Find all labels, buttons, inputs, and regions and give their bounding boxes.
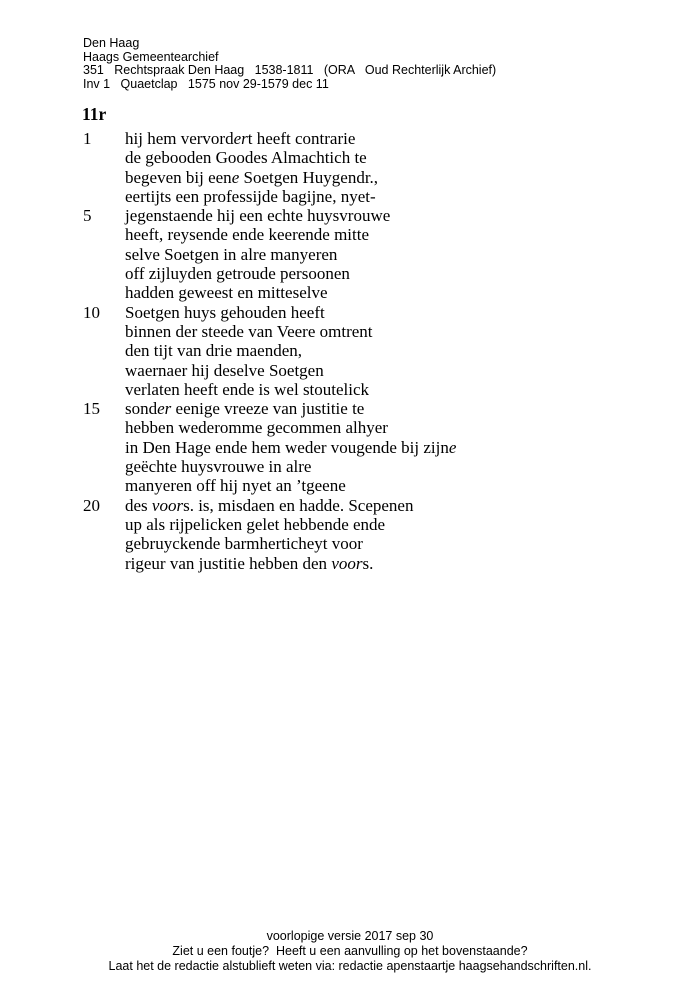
line-text: in Den Hage ende hem weder vougende bij zijne (125, 437, 457, 457)
transcript-line (83, 322, 456, 341)
line-number (83, 322, 125, 341)
line-number (83, 380, 125, 399)
line-text: begeven bij eene Soetgen Huygendr., (125, 167, 379, 187)
line-text: manyeren off hij nyet an ’tgeene (125, 476, 346, 496)
footer-version-note: voorlopige versie 2017 sep 30 (266, 929, 434, 943)
line-number (83, 245, 125, 264)
line-text: heeft, reysende ende keerende mitte (125, 225, 370, 245)
line-number (83, 534, 125, 553)
line-text: jegenstaende hij een echte huysvrouwe (125, 206, 391, 226)
transcript-line (83, 129, 456, 148)
transcript-line (83, 206, 456, 225)
header-collection: 351 Rechtspraak Den Haag 1538-1811 (ORA Oud Rechterlijk Archief) (83, 63, 497, 78)
line-text: hebben wederomme gecommen alhyer (125, 418, 388, 438)
line-number (83, 225, 125, 244)
line-text: Soetgen huys gehouden heeft (125, 302, 325, 322)
line-number (83, 187, 125, 206)
line-number (83, 457, 125, 476)
footer-correction-question: Ziet u een foutje? Heeft u een aanvulling op het bovenstaande? (172, 943, 528, 958)
transcript-line (83, 534, 456, 553)
line-number (83, 438, 125, 457)
line-number: 15 (83, 399, 100, 419)
header-city: Den Haag (83, 36, 140, 50)
transcript-line (83, 496, 456, 515)
line-text: up als rijpelicken gelet hebbende ende (125, 514, 386, 534)
line-text: selve Soetgen in alre manyeren (125, 244, 338, 264)
transcript-line (83, 341, 456, 360)
line-number (83, 476, 125, 495)
line-text: eertijts een professijde bagijne, nyet- (125, 186, 376, 206)
line-number (83, 168, 125, 187)
line-number (83, 148, 125, 167)
footer-contact-note: Laat het de redactie alstublieft weten via: redactie apenstaartje haagsehandschriften.nl. (108, 958, 592, 973)
line-number: 10 (83, 302, 100, 322)
transcript-line (83, 264, 456, 283)
transcript-line (83, 303, 456, 322)
line-text: den tijt van drie maenden, (125, 341, 303, 361)
line-number: 20 (83, 495, 100, 515)
line-text: rigeur van justitie hebben den voors. (125, 553, 374, 573)
line-text: verlaten heeft ende is wel stoutelick (125, 379, 370, 399)
transcript-line (83, 515, 456, 534)
transcript-line (83, 554, 456, 573)
line-text: waernaer hij deselve Soetgen (125, 360, 324, 380)
line-number (83, 283, 125, 302)
line-text: hij hem vervordert heeft contrarie (125, 129, 356, 148)
line-number: 5 (83, 206, 92, 226)
transcript-body (83, 129, 456, 573)
line-number (83, 418, 125, 437)
line-text: des voors. is, misdaen en hadde. Scepenen (125, 495, 414, 515)
colophon-footer (0, 929, 700, 973)
transcript-line (83, 168, 456, 187)
transcript-line (83, 245, 456, 264)
transcript-line (83, 225, 456, 244)
transcript-line (83, 438, 456, 457)
transcript-line (83, 283, 456, 302)
line-text: gebruyckende barmherticheyt voor (125, 534, 363, 554)
line-number (83, 341, 125, 360)
header-inventory: Inv 1 Quaetclap 1575 nov 29-1579 dec 11 (83, 76, 329, 91)
line-number: 1 (83, 129, 92, 148)
transcript-line (83, 361, 456, 380)
line-text: off zijluyden getroude persoonen (125, 264, 350, 284)
transcript-line (83, 187, 456, 206)
transcript-line (83, 399, 456, 418)
transcript-line (83, 380, 456, 399)
line-text: binnen der steede van Veere omtrent (125, 321, 373, 341)
line-text: geëchte huysvrouwe in alre (125, 457, 312, 477)
line-number (83, 554, 125, 573)
line-number (83, 515, 125, 534)
line-text: hadden geweest en mitteselve (125, 283, 328, 303)
line-text: sonder eenige vreeze van justitie te (125, 399, 365, 419)
line-number (83, 361, 125, 380)
line-text: de gebooden Goodes Almachtich te (125, 148, 367, 168)
line-number (83, 264, 125, 283)
transcript-line (83, 476, 456, 495)
transcript-line (83, 457, 456, 476)
folio-heading: 11r (82, 104, 107, 124)
archive-header (83, 37, 496, 91)
transcript-line (83, 418, 456, 437)
transcript-line (83, 148, 456, 167)
header-archive-name: Haags Gemeentearchief (83, 49, 219, 64)
